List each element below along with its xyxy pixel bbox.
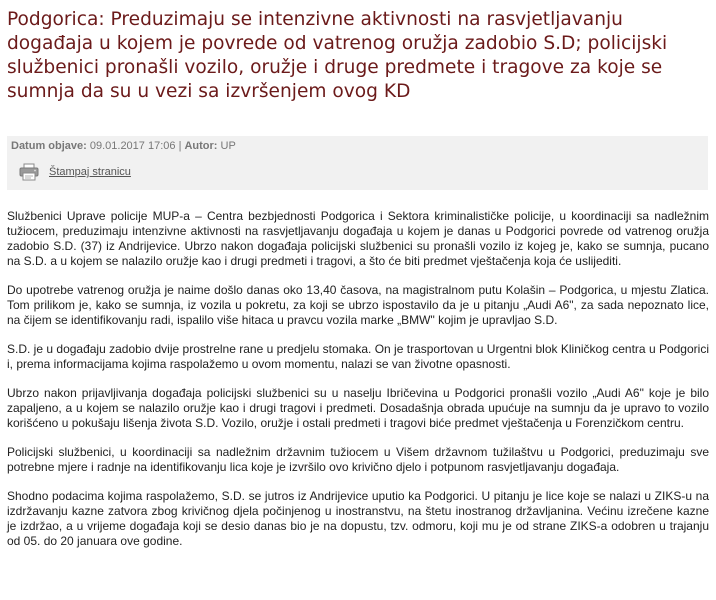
article-body	[7, 209, 709, 563]
article-paragraph: Policijski službenici, u koordinaciji sa nadležnim državnim tužiocem u Višem državnom tužilaštvu u Podgorici, preduzimaju sve potrebne mjere i radnje na identifikovanju lica koje je izvršilo ovo krivično djelo i potpunom rasvjetljavanju događaja.	[7, 445, 709, 474]
author-label: Autor:	[184, 140, 218, 152]
article-paragraph: Shodno podacima kojima raspolažemo, S.D. se jutros iz Andrijevice uputio ka Podgorici. U pitanju je lice koje se nalazi u ZIKS-u na izdržavanju kazne zatvora zbog krivičnog djela počinjenog u inostranstvu, na štetu inostranog državljanina. Većinu izrečene kazne je izdržao, a u vrijeme događaja koji se desio danas bio je na dopustu, tzv. odmoru, koji mu je od strane ZIKS-a odobren u trajanju od 05. do 20 januara ove godine.	[7, 489, 709, 548]
article-title: Podgorica: Preduzimaju se intenzivne aktivnosti na rasvjetljavanju događaja u kojem je povrede od vatrenog oružja zadobio S.D; policijski službenici pronašli vozilo, oružje i druge predmete i tragove za koje se sumnja da su u vezi sa izvršenjem ovog KD	[7, 9, 668, 102]
print-page-link[interactable]: Štampaj stranicu	[49, 166, 131, 178]
print-page-action[interactable]	[19, 161, 131, 183]
article-paragraph: Do upotrebe vatrenog oružja je naime došlo danas oko 13,40 časova, na magistralnom putu Kolašin – Podgorica, u mjestu Zlatica. Tom prilikom je, kako se sumnja, iz vozila u pokretu, za koji se ubrzo ispostavilo da je u pitanju „Audi A6", za sada nepoznato lice, na čijem se identifikovanju radi, ispalilo više hitaca u pravcu vozila marke „BMW" kojim je upravljao S.D.	[7, 283, 709, 327]
publish-info	[11, 140, 236, 152]
meta-separator: |	[178, 140, 182, 152]
article-meta-box	[7, 136, 708, 190]
article-paragraph: Službenici Uprave policije MUP-a – Centra bezbjednosti Podgorica i Sektora kriminalističke policije, u koordinaciji sa nadležnim tužiocem, preduzimaju intenzivne aktivnosti na rasvjetljavanju događaja u kojem je danas u Podgorici povrede od vatrenog oružja zadobio S.D. (37) iz Andrijevice. Ubrzo nakon događaja policijski službenici su pronašli vozilo iz kojeg je, kako se sumnja, pucano na S.D. a u kojem se nalazilo oružje kao i drugi predmeti i tragovi, a što će biti predmet vještačenja koja će uslijediti.	[7, 209, 709, 268]
date-label: Datum objave:	[11, 140, 87, 152]
date-value: 09.01.2017 17:06	[89, 140, 176, 152]
article-paragraph: S.D. je u događaju zadobio dvije prostrelne rane u predjelu stomaka. On je trasportovan u Urgentni blok Kliničkog centra u Podgorici i, prema informacijama kojima raspolažemo u ovom momentu, nalazi se van životne opasnosti.	[7, 342, 709, 371]
author-value: UP	[220, 140, 236, 152]
printer-icon[interactable]	[19, 163, 39, 181]
article-paragraph: Ubrzo nakon prijavljivanja događaja policijski službenici su u naselju Ibričevina u Podgorici pronašli vozilo „Audi A6" koje je bilo zapaljeno, a u kojem se nalazilo oružje kao i drugi tragovi i predmeti. Dosadašnja obrada upućuje na sumnju da je upravo to vozilo korišćeno u pokušaju lišenja života S.D. Vozilo, oružje i ostali predmeti i tragovi biće predmet vještačenja u Forenzičkom centru.	[7, 386, 709, 430]
